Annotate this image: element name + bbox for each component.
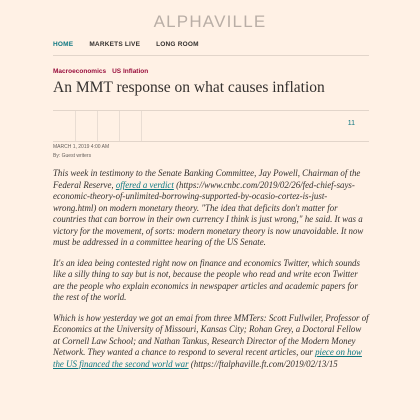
tag-us-inflation[interactable]: US Inflation <box>112 68 149 75</box>
article-date: MARCH 1, 2019 4:00 AM <box>53 144 110 150</box>
ww2-financing-link[interactable]: piece on how the US financed the second world war <box>53 347 362 369</box>
article-headline: An MMT response on what causes inflation <box>53 79 325 96</box>
byline-block <box>53 143 109 161</box>
paragraph: It's an idea being contested right now on finance and economics Twitter, which sounds like a silly thing to say but is not, because the people who read and write econ Twitter are the people who explain economics in newspaper articles and academic papers for the rest of the world. <box>53 257 360 302</box>
share-slot[interactable] <box>97 111 120 141</box>
comment-count[interactable]: 11 <box>347 120 355 127</box>
article-tags <box>53 68 148 75</box>
paragraph <box>53 313 369 371</box>
paragraph-text: (https://ftalphaville.ft.com/2019/02/13/15 <box>188 358 338 369</box>
tag-macroeconomics[interactable]: Macroeconomics <box>53 68 107 75</box>
share-slot[interactable] <box>75 111 98 141</box>
nav-home[interactable]: HOME <box>53 41 74 48</box>
nav-markets-live[interactable]: MARKETS LIVE <box>89 41 141 48</box>
paragraph-text: This week in testimony to the Senate Banking Committee, Jay Powell, Chairman of the Federal Reserve, <box>53 168 361 190</box>
share-slot[interactable] <box>119 111 142 141</box>
paragraph-text: Which is how yesterday we got an emai from three MMTers: Scott Fullwiler, Professor of Economics at the University of Missouri, Kansas City; Rohan Grey, a Doctoral Fellow at Cornell Law School; and Nathan Tankus, Research Director of the Modern Money Network. They wanted a chance to respond to several recent articles, our <box>53 312 369 357</box>
nav-divider <box>53 55 369 56</box>
main-nav <box>53 41 199 48</box>
article-body <box>53 168 369 379</box>
paragraph <box>53 168 369 249</box>
article-byline: By: Guest writers <box>53 153 92 159</box>
share-slot[interactable] <box>53 111 76 141</box>
verdict-link[interactable]: offered a verdict <box>115 179 174 190</box>
share-bar <box>53 110 369 142</box>
nav-long-room[interactable]: LONG ROOM <box>156 41 199 48</box>
site-logo[interactable]: ALPHAVILLE <box>153 12 267 31</box>
paragraph-text: (https://www.cnbc.com/2019/02/26/fed-chief-says-economic-theory-of-unlimited-borrowing-supported-by-ocasio-cortez-is-just-wrong.html) <box>53 179 355 213</box>
paragraph-text: on modern monetary theory. "The idea that deficits don't matter for countries that can borrow in their own currency I think is just wrong," he said. It was a victory for the movement, of sorts: modern monetary theory is now unavoidable. It now must be addressed in a committee hearing of the US Senate. <box>53 202 364 247</box>
